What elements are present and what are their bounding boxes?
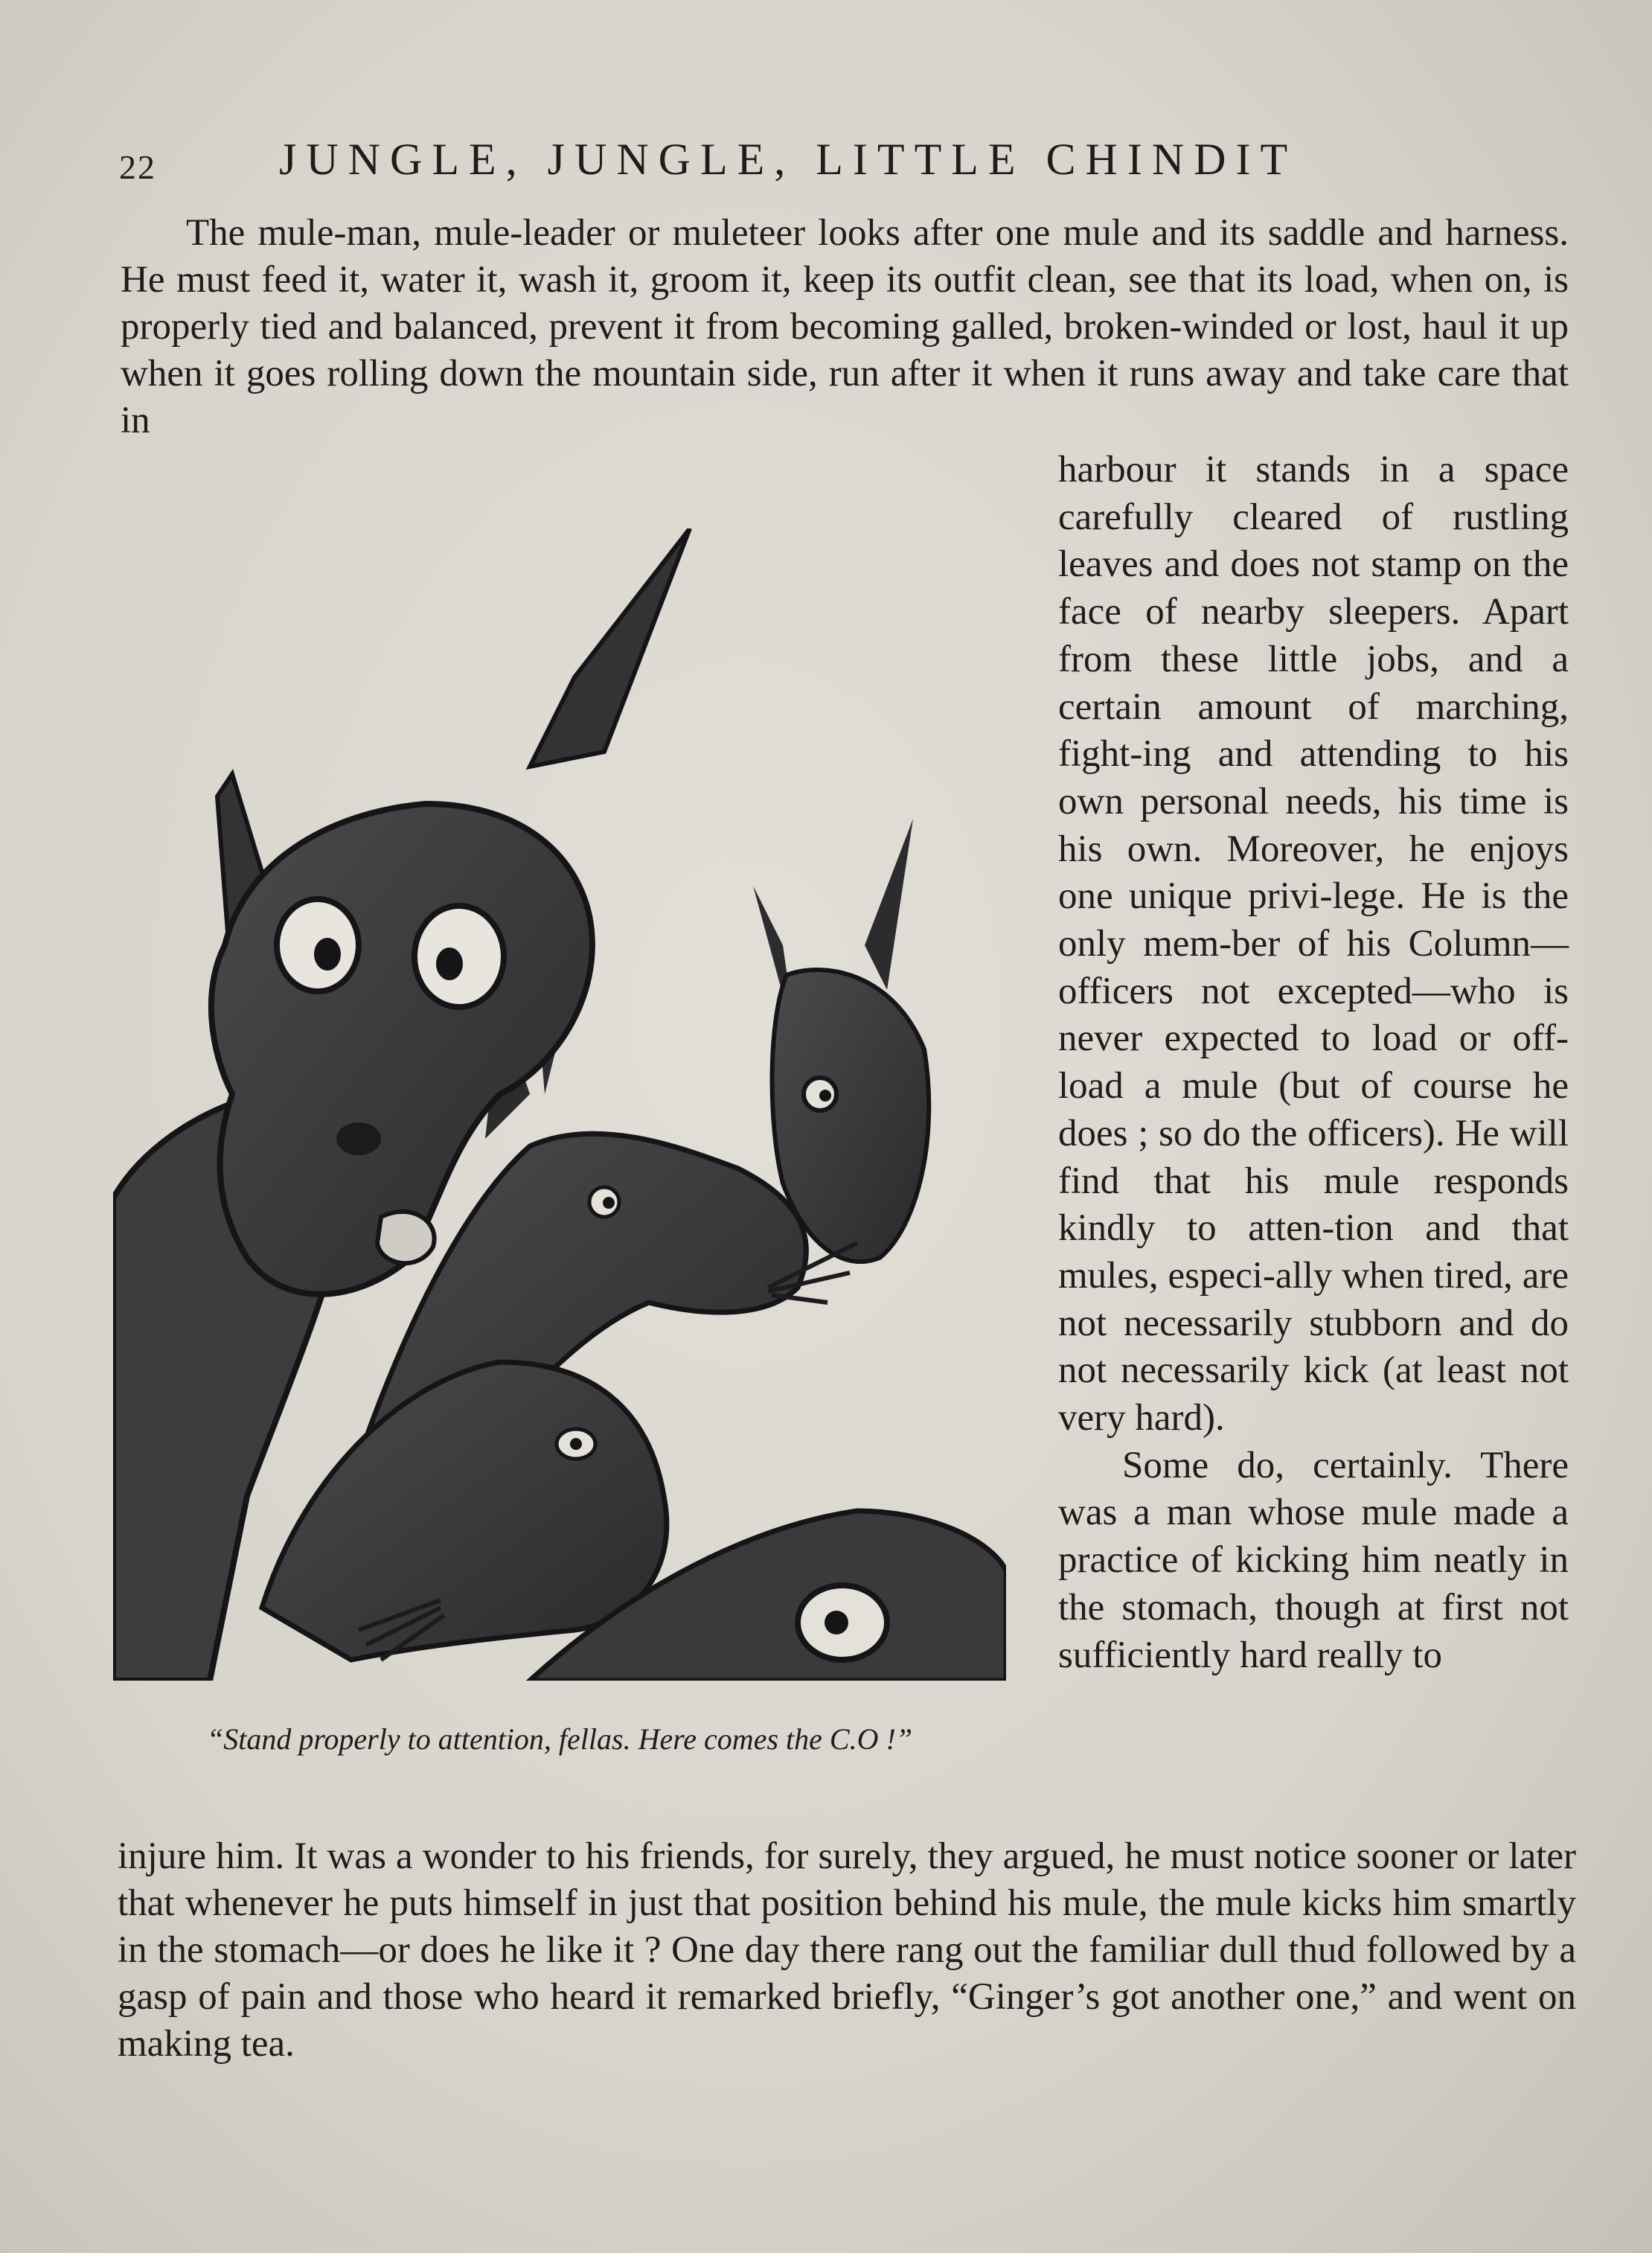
page-header [119, 134, 1436, 194]
mule-bottom [262, 1362, 667, 1660]
paragraph-top: The mule-man, mule-leader or muleteer looks after one mule and its saddle and harness. He must feed it, water it, wash it, groom it, keep its outfit clean, see that its load, when on, is properly tied and balanced, prevent it from becoming galled, broken-winded or lost, haul it up when it goes rolling down the mountain side, run after it when it runs away and take care that in [121, 212, 1569, 441]
paragraph-right-1: harbour it stands in a space carefully cleared of rustling leaves and does not stamp on the face of nearby sleepers. Apart from these little jobs, and a certain amount of marching, fight-ing and attending to his own personal needs, his time is his own. Moreover, he enjoys one unique privi-lege. He is the only mem-ber of his Column—officers not excepted—who is never expected to load or off-load a mule (but of course he does ; so do the officers). He will find that his mule responds kindly to atten-tion and that mules, especi-ally when tired, are not necessarily stubborn and do not necessarily kick (at least not very hard). [1058, 449, 1569, 1439]
illustration-caption: “Stand properly to attention, fellas. Here comes the C.O !” [206, 1722, 913, 1756]
text-column-right [1058, 447, 1569, 1679]
running-head: JUNGLE, JUNGLE, LITTLE CHINDIT [279, 135, 1298, 184]
paragraph-bottom: injure him. It was a wonder to his friends, for surely, they argued, he must notice sooner or later that whenever he puts himself in just that position behind his mule, the mule kicks him smartly in the stomach—or does he like it ? One day there rang out the familiar dull thud followed by a gasp of pain and those who heard it remarked briefly, “Ginger’s got another one,” and went on making tea. [118, 1835, 1576, 2065]
mules-illustration [113, 528, 1006, 1681]
page-number: 22 [119, 148, 156, 186]
paragraph-right-2: Some do, certainly. There was a man whose mule made a practice of kicking him neatly in the stomach, though at first not sufficiently hard really to [1058, 1444, 1569, 1676]
